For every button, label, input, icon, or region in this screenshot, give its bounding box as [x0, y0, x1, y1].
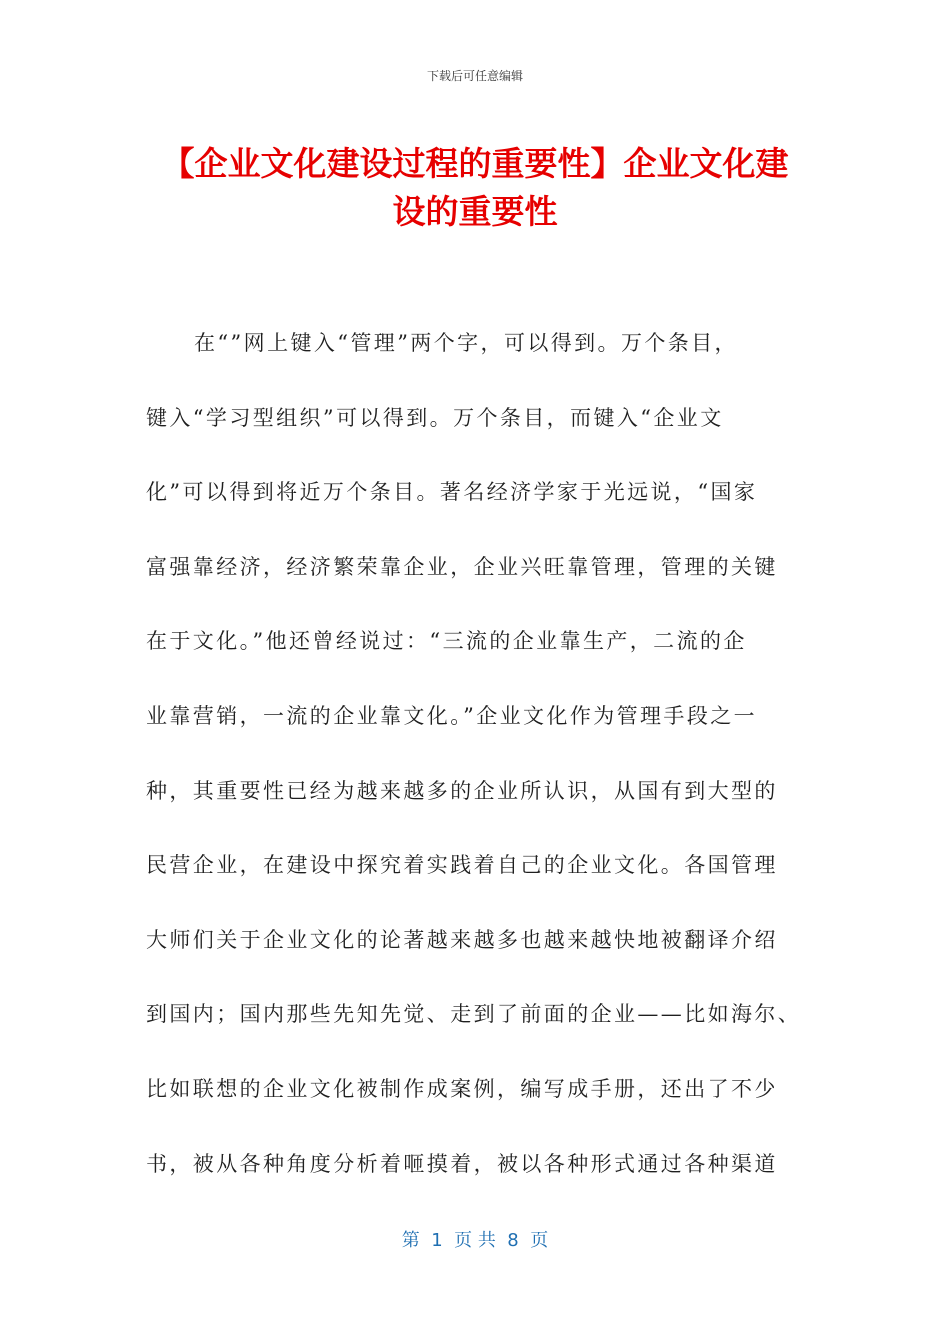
- header-note: 下载后可任意编辑: [426, 69, 523, 83]
- document-title: [140, 140, 810, 236]
- body-line: 比如联想的企业文化被制作成案例，编写成手册，还出了不少: [146, 1076, 778, 1101]
- body-line: 化”可以得到将近万个条目。著名经济学家于光远说，“国家: [146, 480, 758, 505]
- body-line: 在“”网上键入“管理”两个字，可以得到。万个条目，: [194, 331, 738, 355]
- body-line: 大师们关于企业文化的论著越来越多也越来越快地被翻译介绍: [146, 927, 778, 952]
- body-line: 种，其重要性已经为越来越多的企业所认识，从国有到大型的: [146, 778, 778, 803]
- body-line: 键入“学习型组织”可以得到。万个条目，而键入“企业文: [146, 405, 724, 430]
- title-line-2: 设的重要性: [392, 192, 558, 231]
- body-line: 书，被从各种角度分析着咂摸着，被以各种形式通过各种渠道: [146, 1151, 778, 1176]
- body-line: 业靠营销，一流的企业靠文化。”企业文化作为管理手段之一: [146, 703, 758, 728]
- body-text: [146, 320, 816, 1215]
- body-line: 民营企业，在建设中探究着实践着自己的企业文化。各国管理: [146, 853, 778, 878]
- body-line: 在于文化。”他还曾经说过：“三流的企业靠生产，二流的企: [146, 629, 747, 654]
- body-line: 富强靠经济，经济繁荣靠企业，企业兴旺靠管理，管理的关键: [146, 554, 778, 579]
- page-footer: 第 1 页 共 8 页: [401, 1230, 549, 1251]
- body-line: 到国内；国内那些先知先觉、走到了前面的企业——比如海尔、: [146, 1002, 802, 1027]
- title-line-1: 【企业文化建设过程的重要性】企业文化建: [161, 144, 789, 183]
